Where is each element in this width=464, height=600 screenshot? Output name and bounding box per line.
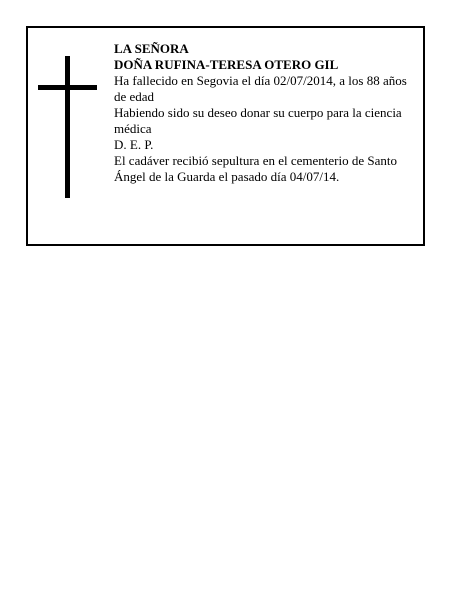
obituary-notice [26,26,425,246]
burial-details: El cadáver recibió sepultura en el cementerio de Santo Ángel de la Guarda el pasado día 04/07/14. [114,153,397,184]
obituary-title: LA SEÑORA [114,41,189,56]
cross-vertical-bar [65,56,70,198]
rest-in-peace: D. E. P. [114,137,154,152]
cross-horizontal-bar [38,85,97,90]
death-details: Ha fallecido en Segovia el día 02/07/2014, a los 88 años de edad [114,73,407,104]
donation-statement: Habiendo sido su deseo donar su cuerpo para la ciencia médica [114,105,402,136]
deceased-name: DOÑA RUFINA-TERESA OTERO GIL [114,57,339,72]
obituary-text [114,41,419,185]
